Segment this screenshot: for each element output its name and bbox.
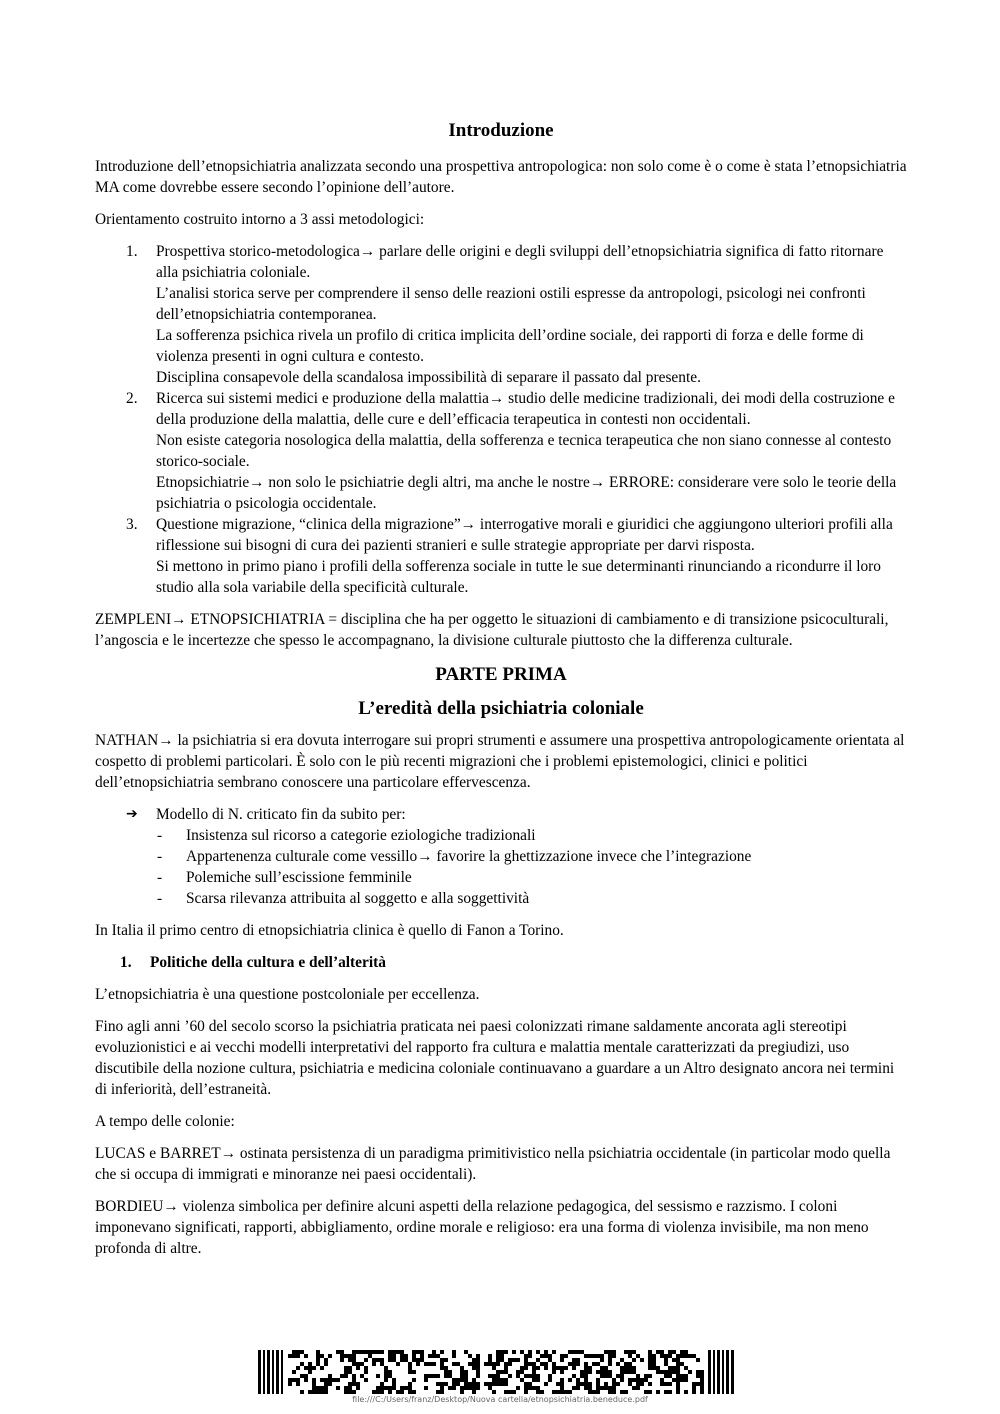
methodology-list: [95, 241, 907, 598]
list-line: L’analisi storica serve per comprendere il senso delle reazioni ostili espresse da antropologi, psicologi nei confronti dell’etnopsichiatria contemporanea.: [156, 285, 866, 323]
section-title: Politiche della cultura e dell’alterità: [150, 954, 386, 971]
list-item: [95, 825, 907, 846]
list-item-text: Polemiche sull’escissione femminile: [186, 869, 412, 886]
list-line: Prospettiva storico-metodologica→ parlare delle origini e degli sviluppi dell’etnopsichiatria significa di fatto ritornare alla psichiatria coloniale.: [156, 243, 884, 281]
criticism-heading: [95, 804, 907, 825]
list-item-text: Scarsa rilevanza attribuita al soggetto e alla soggettività: [186, 890, 530, 907]
criticism-heading-text: Modello di N. criticato fin da subito per:: [156, 806, 406, 823]
criticism-list: [95, 825, 907, 909]
section-paragraph-1: L’etnopsichiatria è una questione postcoloniale per eccellenza.: [95, 986, 480, 1003]
section-paragraph-2: Fino agli anni ’60 del secolo scorso la psichiatria praticata nei paesi colonizzati rimane saldamente ancorata agli stereotipi evoluzionistici e ai vecchi modelli interpretativi del rapporto fra cultura e malattia mentale caratterizzati da pregiudizi, uso discutibile della nozione cultura, psichiatria e medicina coloniale continuavano a guardare a un Altro designato ancora nei termini di inferiorità, dell’estraneità.: [95, 1018, 895, 1098]
dash-bullet: -: [157, 869, 163, 886]
list-item: [95, 888, 907, 909]
list-item: [95, 388, 907, 514]
list-item-text: Insistenza sul ricorso a categorie eziologiche tradizionali: [186, 827, 536, 844]
dash-bullet: -: [157, 848, 163, 865]
barcode-image: [258, 1350, 736, 1394]
dash-bullet: -: [157, 827, 163, 844]
part-title: PARTE PRIMA: [435, 664, 567, 685]
list-item: [95, 846, 907, 867]
section-heading: [95, 952, 907, 973]
section-paragraph-4: LUCAS e BARRET→ ostinata persistenza di un paradigma primitivistico nella psichiatria occidentale (in particolar modo quella che si occupa di immigrati e minoranze nei paesi occidentali).: [95, 1145, 891, 1183]
intro-paragraph-1: Introduzione dell’etnopsichiatria analizzata secondo una prospettiva antropologica: non solo come è o come è stata l’etnopsichiatria MA come dovrebbe essere secondo l’opinione dell’autore.: [95, 158, 907, 196]
list-number: 3.: [126, 516, 138, 533]
part-subtitle: L’eredità della psichiatria coloniale: [358, 698, 644, 719]
zempleni-paragraph: ZEMPLENI→ ETNOPSICHIATRIA = disciplina che ha per oggetto le situazioni di cambiamento e di transizione psicoculturali, l’angoscia e le incertezze che spesso le accompagnano, la divisione culturale piuttosto che la differenza culturale.: [95, 611, 889, 649]
document-page: [95, 118, 907, 1270]
intro-paragraph-2: Orientamento costruito intorno a 3 assi metodologici:: [95, 211, 425, 228]
intro-title: Introduzione: [448, 120, 554, 141]
list-line: Ricerca sui sistemi medici e produzione della malattia→ studio delle medicine tradizionali, dei modi della costruzione e della produzione della malattia, delle cure e dell’efficacia terapeutica in contesti non occidentali.: [156, 390, 895, 428]
nathan-paragraph: NATHAN→ la psichiatria si era dovuta interrogare sui propri strumenti e assumere una prospettiva antropologicamente orientata al cospetto di problemi particolari. È solo con le più recenti migrazioni che i problemi epistemologici, clinici e politici dell’etnopsichiatria sembrano conoscere una particolare effervescenza.: [95, 732, 905, 791]
section-paragraph-5: BORDIEU→ violenza simbolica per definire alcuni aspetti della relazione pedagogica, del sessismo e razzismo. I coloni imponevano significati, rapporti, abbigliamento, ordine morale e religioso: era una forma di violenza invisibile, ma non meno profonda di altre.: [95, 1198, 869, 1257]
section-number: 1.: [120, 954, 132, 971]
list-number: 2.: [126, 390, 138, 407]
list-line: Questione migrazione, “clinica della migrazione”→ interrogative morali e giuridici che aggiungono ulteriori profili alla riflessione sui bisogni di cura dei pazienti stranieri e sulle strategie appropriate per darvi risposta.: [156, 516, 893, 554]
list-line: Si mettono in primo piano i profili della sofferenza sociale in tutte le sue determinanti rinunciando a ricondurre il loro studio alla sola variabile della specificità culturale.: [156, 558, 882, 596]
list-number: 1.: [126, 243, 138, 260]
list-item-text: Appartenenza culturale come vessillo→ favorire la ghettizzazione invece che l’integrazione: [186, 848, 752, 865]
section-paragraph-3: A tempo delle colonie:: [95, 1113, 235, 1130]
list-line: Disciplina consapevole della scandalosa impossibilità di separare il passato dal presente.: [156, 369, 701, 386]
list-line: Non esiste categoria nosologica della malattia, della sofferenza e tecnica terapeutica che non siano connesse al contesto storico-sociale.: [156, 432, 892, 470]
footer-file-path: file:///C:/Users/franz/Desktop/Nuova cartella/etnopsichiatria.beneduce.pdf: [352, 1395, 648, 1404]
list-line: La sofferenza psichica rivela un profilo di critica implicita dell’ordine sociale, dei rapporti di forza e delle forme di violenza presenti in ogni cultura e contesto.: [156, 327, 864, 365]
list-item: [95, 241, 907, 388]
list-item: [95, 514, 907, 598]
arrow-bullet-icon: ➔: [126, 806, 138, 822]
list-line: Etnopsichiatrie→ non solo le psichiatrie degli altri, ma anche le nostre→ ERRORE: considerare vere solo le teorie della psichiatria o psicologia occidentale.: [156, 474, 897, 512]
criticism-block: [95, 804, 907, 909]
dash-bullet: -: [157, 890, 163, 907]
list-item: [95, 867, 907, 888]
italy-paragraph: In Italia il primo centro di etnopsichiatria clinica è quello di Fanon a Torino.: [95, 922, 564, 939]
